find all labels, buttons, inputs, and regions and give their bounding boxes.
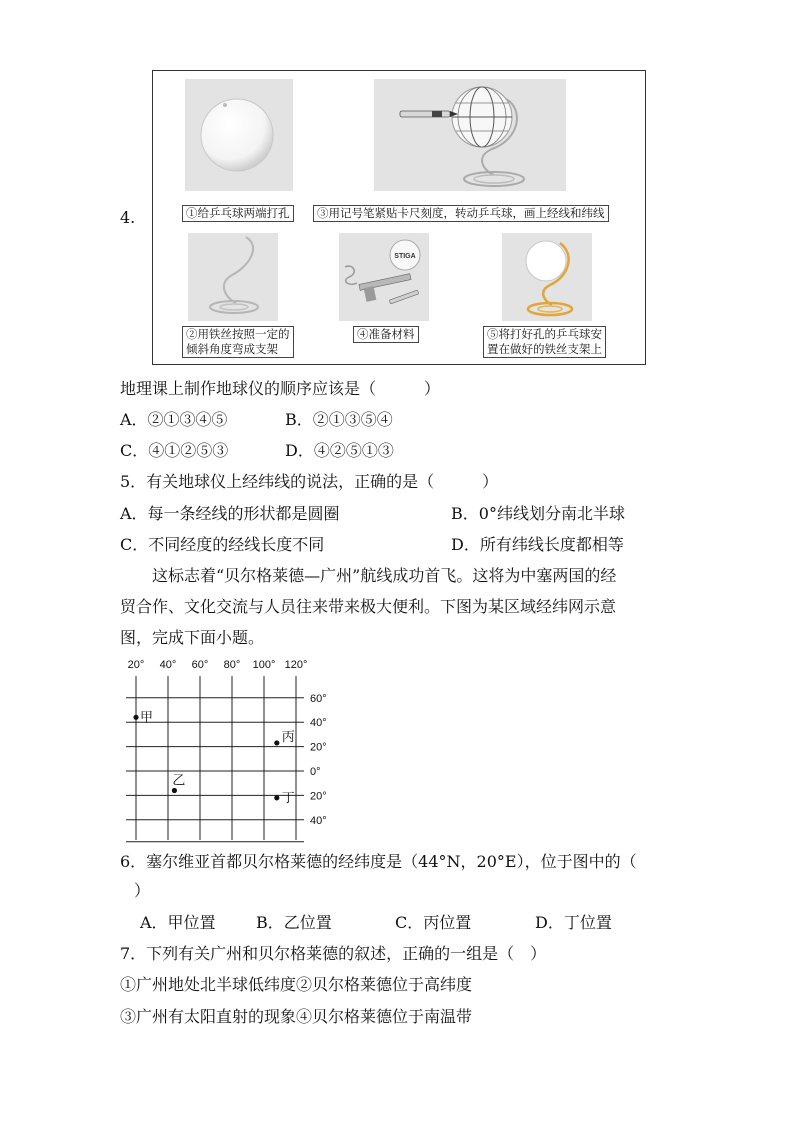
lat-lon-grid-figure [120, 654, 340, 844]
caption-step-2-line-2: 倾斜角度弯成支架 [186, 342, 278, 356]
passage-line-3: 图，完成下面小题。 [120, 628, 265, 647]
q5-option-c[interactable]: C．不同经度的经线长度不同 [120, 535, 325, 554]
q6-option-d[interactable]: D．丁位置 [535, 913, 612, 932]
point-marker-2 [172, 788, 177, 793]
point-marker-1 [133, 715, 138, 720]
q6-option-b[interactable]: B．乙位置 [256, 913, 332, 932]
point-label-4: 丁 [281, 790, 295, 806]
latitude-label-n40: 40° [310, 717, 327, 730]
ping-pong-ball-icon [185, 79, 293, 191]
question-4-stem: 地理课上制作地球仪的顺序应该是（ ） [120, 379, 441, 398]
caption-step-2-line-1: ②用铁丝按照一定的 [186, 327, 290, 341]
longitude-label-60: 60° [191, 659, 209, 671]
finished-globe-photo [502, 233, 592, 321]
ping-pong-ball-photo [185, 79, 293, 191]
longitude-label-20: 20° [127, 659, 145, 671]
q5-option-d[interactable]: D．所有纬线长度都相等 [451, 535, 624, 554]
globe-drawing-photo [374, 79, 566, 191]
caption-step-2 [182, 326, 294, 358]
point-marker-3 [274, 740, 279, 745]
caption-step-5-line-1: ⑤将打好孔的乒乓球安 [487, 327, 602, 341]
passage-line-2: 贸合作、文化交流与人员往来带来极大便利。下图为某区域经纬网示意 [120, 597, 617, 616]
question-7-statement-line-2: ③广州有太阳直射的现象④贝尔格莱德位于南温带 [120, 1007, 473, 1026]
point-label-3: 丙 [281, 729, 295, 745]
longitude-label-40: 40° [159, 659, 177, 671]
q4-option-d[interactable]: D．④②⑤①③ [285, 441, 394, 460]
longitude-label-120: 120° [284, 659, 308, 671]
materials-photo [339, 233, 429, 321]
caption-step-4: ④准备材料 [353, 326, 419, 343]
q4-figure [152, 70, 646, 365]
point-marker-4 [274, 795, 279, 800]
question-6-stem-line-1: 6．塞尔维亚首都贝尔格莱德的经纬度是（44°N，20°E），位于图中的（ [120, 852, 637, 871]
wire-stand-icon [188, 233, 278, 321]
q5-option-b[interactable]: B．0°纬线划分南北半球 [451, 504, 625, 523]
wire-stand-photo [188, 233, 278, 321]
materials-icon [339, 233, 429, 321]
latitude-label-s20: 20° [310, 790, 327, 803]
latitude-label-s40: 40° [310, 814, 327, 827]
caption-step-5 [483, 326, 606, 358]
q5-option-a[interactable]: A．每一条经线的形状都是圆圈 [120, 504, 340, 523]
q4-option-b[interactable]: B．②①③⑤④ [285, 410, 393, 429]
finished-globe-icon [502, 233, 592, 321]
q4-option-c[interactable]: C．④①②⑤③ [120, 441, 229, 460]
longitude-label-100: 100° [252, 659, 276, 671]
caption-step-3: ③用记号笔紧贴卡尺刻度，转动乒乓球，画上经线和纬线 [313, 205, 609, 222]
q6-option-c[interactable]: C．丙位置 [395, 913, 472, 932]
latitude-label-n0: 0° [310, 766, 321, 778]
caption-step-5-line-2: 置在做好的铁丝支架上 [487, 342, 602, 356]
question-7-stem: 7．下列有关广州和贝尔格莱德的叙述，正确的一组是（ ） [120, 944, 547, 963]
latitude-label-n20: 20° [310, 741, 327, 754]
point-label-1: 甲 [140, 710, 154, 726]
latitude-label-n60: 60° [310, 692, 327, 705]
longitude-label-80: 80° [223, 659, 241, 671]
q4-option-a[interactable]: A．②①③④⑤ [120, 410, 228, 429]
q6-option-a[interactable]: A．甲位置 [140, 913, 216, 932]
caption-step-1: ①给乒乓球两端打孔 [182, 205, 294, 222]
ball-brand-text: STIGA [394, 253, 416, 260]
globe-with-lines-icon [374, 79, 566, 191]
question-4-number: 4. [120, 208, 136, 227]
point-label-2: 乙 [172, 773, 186, 789]
passage-line-1: 这标志着“贝尔格莱德—广州”航线成功首飞。这将为中塞两国的经 [152, 566, 617, 585]
question-5-stem: 5．有关地球仪上经纬线的说法，正确的是（ ） [120, 472, 499, 491]
question-6-stem-line-2: ） [134, 881, 151, 900]
question-7-statement-line-1: ①广州地处北半球低纬度②贝尔格莱德位于高纬度 [120, 975, 473, 994]
